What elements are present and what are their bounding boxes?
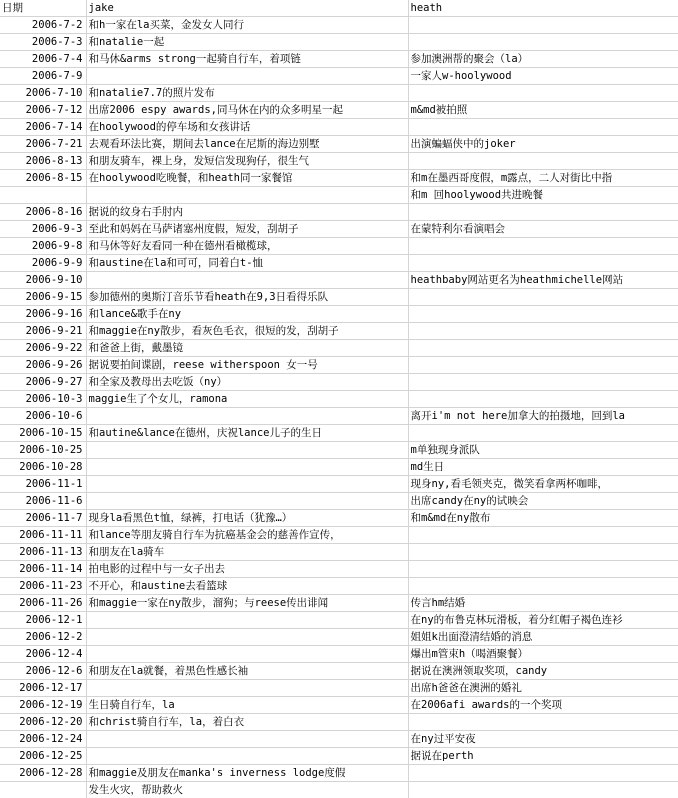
table-row xyxy=(0,663,678,680)
table-row xyxy=(0,782,678,798)
header-heath[interactable]: heath xyxy=(408,0,678,17)
jake-cell[interactable] xyxy=(86,748,408,765)
date-cell[interactable]: 2006-9-21 xyxy=(0,323,86,340)
date-cell[interactable]: 2006-10-15 xyxy=(0,425,86,442)
heath-cell[interactable]: 现身ny,看毛领夹克，微笑看拿两杯咖啡， xyxy=(408,476,678,493)
date-cell[interactable]: 2006-7-10 xyxy=(0,85,86,102)
heath-cell[interactable] xyxy=(408,765,678,782)
table-row xyxy=(0,697,678,714)
jake-cell[interactable]: 和lance&歌手在ny xyxy=(86,306,408,323)
heath-cell[interactable]: 一家人w-hoolywood xyxy=(408,68,678,85)
date-cell[interactable]: 2006-9-26 xyxy=(0,357,86,374)
jake-cell[interactable]: 和爸爸上街，戴墨镜 xyxy=(86,340,408,357)
table-row xyxy=(0,221,678,238)
jake-cell[interactable] xyxy=(86,459,408,476)
heath-cell[interactable]: 在蒙特利尔看演唱会 xyxy=(408,221,678,238)
table-row xyxy=(0,408,678,425)
jake-cell[interactable] xyxy=(86,493,408,510)
heath-cell[interactable]: 出席candy在ny的试映会 xyxy=(408,493,678,510)
heath-cell[interactable]: 参加澳洲帮的聚会（la） xyxy=(408,51,678,68)
date-cell[interactable]: 2006-8-15 xyxy=(0,170,86,187)
heath-cell[interactable]: 和m&md在ny散布 xyxy=(408,510,678,527)
date-cell[interactable]: 2006-9-22 xyxy=(0,340,86,357)
jake-cell[interactable] xyxy=(86,68,408,85)
table-row xyxy=(0,714,678,731)
jake-cell[interactable]: 和austine在la和可可，同着白t-恤 xyxy=(86,255,408,272)
table-row xyxy=(0,68,678,85)
header-jake[interactable]: jake xyxy=(86,0,408,17)
heath-cell[interactable] xyxy=(408,782,678,798)
jake-cell[interactable] xyxy=(86,408,408,425)
table-row xyxy=(0,85,678,102)
table-row xyxy=(0,289,678,306)
heath-cell[interactable] xyxy=(408,289,678,306)
table-row xyxy=(0,136,678,153)
jake-cell[interactable]: 在hoolywood的停车场和女孩讲话 xyxy=(86,119,408,136)
table-row xyxy=(0,323,678,340)
table-row xyxy=(0,102,678,119)
heath-cell[interactable] xyxy=(408,425,678,442)
jake-cell[interactable] xyxy=(86,612,408,629)
jake-cell[interactable]: 和朋友在la就餐，着黑色性感长袖 xyxy=(86,663,408,680)
date-cell[interactable]: 2006-7-2 xyxy=(0,17,86,34)
table-row xyxy=(0,391,678,408)
jake-cell[interactable]: 和朋友在la骑车 xyxy=(86,544,408,561)
table-row xyxy=(0,561,678,578)
table-row xyxy=(0,34,678,51)
date-cell[interactable]: 2006-11-14 xyxy=(0,561,86,578)
date-cell[interactable]: 2006-10-28 xyxy=(0,459,86,476)
heath-cell[interactable]: 据说在perth xyxy=(408,748,678,765)
heath-cell[interactable] xyxy=(408,85,678,102)
heath-cell[interactable]: md生日 xyxy=(408,459,678,476)
date-cell[interactable]: 2006-11-26 xyxy=(0,595,86,612)
date-cell[interactable]: 2006-9-16 xyxy=(0,306,86,323)
header-row xyxy=(0,0,678,17)
table-row xyxy=(0,595,678,612)
date-cell[interactable]: 2006-11-7 xyxy=(0,510,86,527)
table-row xyxy=(0,153,678,170)
heath-cell[interactable] xyxy=(408,714,678,731)
heath-cell[interactable]: 在ny的布鲁克林玩滑板，着分红帽子褐色连衫 xyxy=(408,612,678,629)
date-cell[interactable]: 2006-9-9 xyxy=(0,255,86,272)
table-row xyxy=(0,544,678,561)
table-row xyxy=(0,306,678,323)
table-row xyxy=(0,748,678,765)
date-cell[interactable]: 2006-12-28 xyxy=(0,765,86,782)
date-cell[interactable]: 2006-11-13 xyxy=(0,544,86,561)
heath-cell[interactable]: 传言hm结婚 xyxy=(408,595,678,612)
table-row xyxy=(0,119,678,136)
heath-cell[interactable] xyxy=(408,238,678,255)
heath-cell[interactable] xyxy=(408,34,678,51)
date-cell[interactable]: 2006-9-3 xyxy=(0,221,86,238)
table-row xyxy=(0,459,678,476)
heath-cell[interactable]: 在2006afi awards的一个奖项 xyxy=(408,697,678,714)
table-row xyxy=(0,272,678,289)
table-row xyxy=(0,374,678,391)
jake-cell[interactable] xyxy=(86,629,408,646)
date-cell[interactable]: 2006-8-13 xyxy=(0,153,86,170)
heath-cell[interactable] xyxy=(408,119,678,136)
jake-cell[interactable]: 据说的纹身右手肘内 xyxy=(86,204,408,221)
table-row xyxy=(0,425,678,442)
jake-cell[interactable]: 在hoolywood吃晚餐，和heath同一家餐馆 xyxy=(86,170,408,187)
jake-cell[interactable]: 和马休&arms strong一起骑自行车，着项链 xyxy=(86,51,408,68)
jake-cell[interactable]: 和maggie一家在ny散步，溜狗；与reese传出诽闻 xyxy=(86,595,408,612)
heath-cell[interactable]: 据说在澳洲领取奖项，candy xyxy=(408,663,678,680)
heath-cell[interactable] xyxy=(408,357,678,374)
jake-cell[interactable]: 和natalie一起 xyxy=(86,34,408,51)
date-cell[interactable]: 2006-7-21 xyxy=(0,136,86,153)
jake-cell[interactable]: 生日骑自行车，la xyxy=(86,697,408,714)
date-cell[interactable]: 2006-11-23 xyxy=(0,578,86,595)
table-row xyxy=(0,238,678,255)
table-row xyxy=(0,170,678,187)
heath-cell[interactable] xyxy=(408,561,678,578)
table-row xyxy=(0,578,678,595)
jake-cell[interactable]: 和maggie在ny散步，看灰色毛衣，很短的发，刮胡子 xyxy=(86,323,408,340)
heath-cell[interactable] xyxy=(408,17,678,34)
jake-cell[interactable]: 发生火灾，帮助救火 xyxy=(86,782,408,798)
jake-cell[interactable] xyxy=(86,442,408,459)
heath-cell[interactable] xyxy=(408,391,678,408)
jake-cell[interactable]: 和natalie7.7的照片发布 xyxy=(86,85,408,102)
date-cell[interactable]: 2006-8-16 xyxy=(0,204,86,221)
jake-cell[interactable] xyxy=(86,187,408,204)
date-cell[interactable]: 2006-12-24 xyxy=(0,731,86,748)
date-cell[interactable]: 2006-10-3 xyxy=(0,391,86,408)
table-row xyxy=(0,765,678,782)
heath-cell[interactable] xyxy=(408,374,678,391)
date-cell[interactable]: 2006-7-9 xyxy=(0,68,86,85)
table-row xyxy=(0,476,678,493)
heath-cell[interactable] xyxy=(408,340,678,357)
jake-cell[interactable] xyxy=(86,272,408,289)
heath-cell[interactable]: heathbaby网站更名为heathmichelle网站 xyxy=(408,272,678,289)
heath-cell[interactable]: 在ny过平安夜 xyxy=(408,731,678,748)
table-row xyxy=(0,340,678,357)
table-row xyxy=(0,51,678,68)
table-row xyxy=(0,612,678,629)
jake-cell[interactable]: 据说要拍间谍剧，reese witherspoon 女一号 xyxy=(86,357,408,374)
table-row xyxy=(0,357,678,374)
table-row xyxy=(0,731,678,748)
jake-cell[interactable]: 和lance等朋友骑自行车为抗癌基金会的慈善作宣传， xyxy=(86,527,408,544)
heath-cell[interactable]: m单独现身派队 xyxy=(408,442,678,459)
date-cell[interactable]: 2006-7-14 xyxy=(0,119,86,136)
jake-cell[interactable]: 出席2006 espy awards,同马休在内的众多明星一起 xyxy=(86,102,408,119)
table-row xyxy=(0,187,678,204)
header-date[interactable]: 日期 xyxy=(0,0,86,17)
table-row xyxy=(0,493,678,510)
jake-cell[interactable]: 和全家及教母出去吃饭（ny） xyxy=(86,374,408,391)
table-row xyxy=(0,646,678,663)
jake-cell[interactable]: 和maggie及朋友在manka's inverness lodge度假 xyxy=(86,765,408,782)
date-cell[interactable]: 2006-9-15 xyxy=(0,289,86,306)
table-row xyxy=(0,442,678,459)
jake-cell[interactable] xyxy=(86,731,408,748)
date-cell[interactable]: 2006-11-6 xyxy=(0,493,86,510)
heath-cell[interactable]: 和m在墨西哥度假，m露点，二人对街比中指 xyxy=(408,170,678,187)
jake-cell[interactable]: 和christ骑自行车，la，着白衣 xyxy=(86,714,408,731)
date-cell[interactable]: 2006-10-25 xyxy=(0,442,86,459)
table-row xyxy=(0,629,678,646)
jake-cell[interactable]: 参加德州的奥斯汀音乐节看heath在9,3日看得乐队 xyxy=(86,289,408,306)
heath-cell[interactable] xyxy=(408,204,678,221)
table-row xyxy=(0,204,678,221)
jake-cell[interactable]: 现身la看黑色t恤，绿裤，打电话（犹豫…） xyxy=(86,510,408,527)
date-cell[interactable]: 2006-10-6 xyxy=(0,408,86,425)
date-cell[interactable]: 2006-12-6 xyxy=(0,663,86,680)
heath-cell[interactable]: 离开i'm not here加拿大的拍摄地，回到la xyxy=(408,408,678,425)
jake-cell[interactable]: 至此和妈妈在马萨诸塞州度假，短发，刮胡子 xyxy=(86,221,408,238)
date-cell[interactable]: 2006-12-19 xyxy=(0,697,86,714)
jake-cell[interactable]: 和autine&lance在德州，庆祝lance儿子的生日 xyxy=(86,425,408,442)
heath-cell[interactable]: 爆出m管束h（喝酒聚餐） xyxy=(408,646,678,663)
table-row xyxy=(0,680,678,697)
heath-cell[interactable] xyxy=(408,527,678,544)
date-cell[interactable]: 2006-12-20 xyxy=(0,714,86,731)
date-cell[interactable]: 2006-9-27 xyxy=(0,374,86,391)
date-cell[interactable]: 2006-12-1 xyxy=(0,612,86,629)
heath-cell[interactable]: 出演蝙蝠侠中的joker xyxy=(408,136,678,153)
date-cell[interactable]: 2006-7-12 xyxy=(0,102,86,119)
heath-cell[interactable] xyxy=(408,544,678,561)
date-cell[interactable]: 2006-9-10 xyxy=(0,272,86,289)
date-cell[interactable]: 2006-7-4 xyxy=(0,51,86,68)
date-cell[interactable]: 2006-9-8 xyxy=(0,238,86,255)
table-row xyxy=(0,527,678,544)
heath-cell[interactable]: 和m 回hoolywood共进晚餐 xyxy=(408,187,678,204)
table-row xyxy=(0,17,678,34)
heath-cell[interactable]: 姐姐k出面澄清结婚的消息 xyxy=(408,629,678,646)
date-cell[interactable]: 2006-12-17 xyxy=(0,680,86,697)
date-cell[interactable] xyxy=(0,187,86,204)
heath-cell[interactable] xyxy=(408,323,678,340)
date-cell[interactable]: 2006-11-1 xyxy=(0,476,86,493)
heath-cell[interactable]: m&md被拍照 xyxy=(408,102,678,119)
date-cell[interactable]: 2006-12-25 xyxy=(0,748,86,765)
jake-cell[interactable]: 和h一家在la买菜，金发女人同行 xyxy=(86,17,408,34)
date-cell[interactable]: 2006-11-11 xyxy=(0,527,86,544)
heath-cell[interactable] xyxy=(408,153,678,170)
jake-cell[interactable]: 去观看环法比赛，期间去lance在尼斯的海边别墅 xyxy=(86,136,408,153)
jake-cell[interactable] xyxy=(86,680,408,697)
heath-cell[interactable] xyxy=(408,255,678,272)
heath-cell[interactable] xyxy=(408,306,678,323)
jake-cell[interactable] xyxy=(86,476,408,493)
date-cell[interactable]: 2006-7-3 xyxy=(0,34,86,51)
jake-cell[interactable]: 拍电影的过程中与一女子出去 xyxy=(86,561,408,578)
jake-cell[interactable]: 和马休等好友看同一种在德州看橄榄球， xyxy=(86,238,408,255)
date-cell[interactable]: 2006-12-4 xyxy=(0,646,86,663)
jake-cell[interactable]: 不开心，和austine去看篮球 xyxy=(86,578,408,595)
table-row xyxy=(0,255,678,272)
heath-cell[interactable]: 出席h爸爸在澳洲的婚礼 xyxy=(408,680,678,697)
jake-cell[interactable]: maggie生了个女儿，ramona xyxy=(86,391,408,408)
jake-cell[interactable]: 和朋友骑车，裸上身，发短信发现狗仔，很生气 xyxy=(86,153,408,170)
date-cell[interactable] xyxy=(0,782,86,798)
date-cell[interactable]: 2006-12-2 xyxy=(0,629,86,646)
table-row xyxy=(0,510,678,527)
jake-cell[interactable] xyxy=(86,646,408,663)
heath-cell[interactable] xyxy=(408,578,678,595)
